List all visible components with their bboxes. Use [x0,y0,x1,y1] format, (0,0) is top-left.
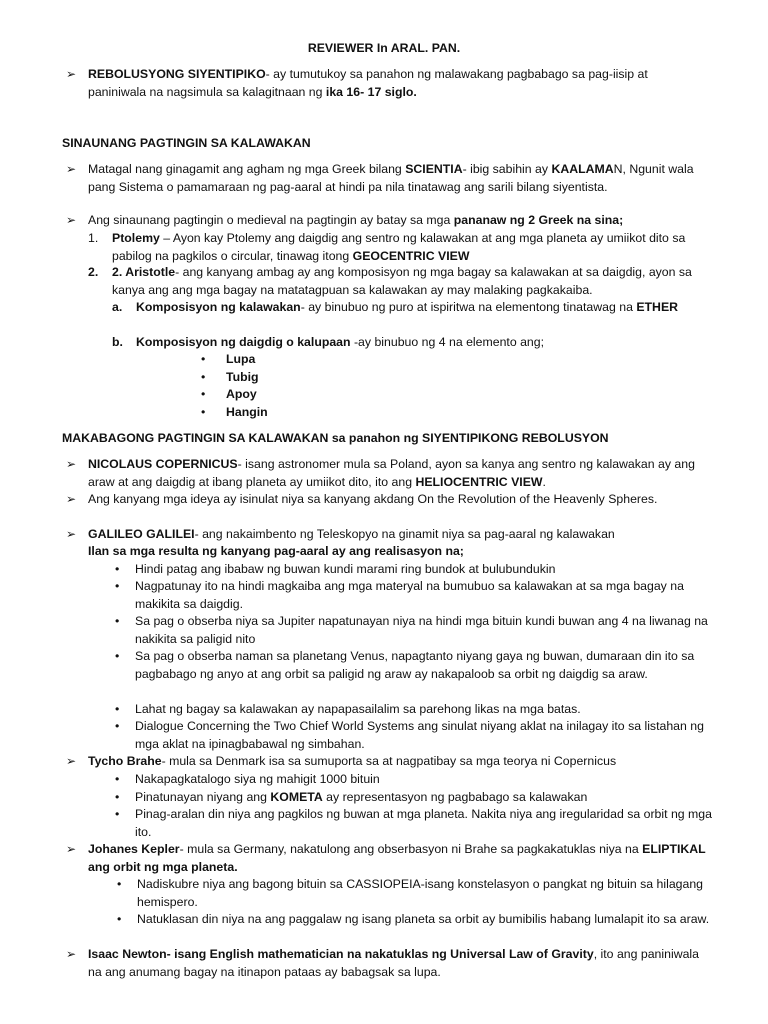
bullet-icon: • [117,877,122,891]
list-item: Nakapagkatalogo siya ng mahigit 1000 bituin [135,772,380,786]
term-rebolusyong-siyentipiko: REBOLUSYONG SIYENTIPIKO [88,67,266,81]
paragraph-newton: Isaac Newton- isang English mathematician na nakatuklas ng Universal Law of Gravity, ito ang paniniwala na ang anumang bagay na itinapon pataas ay babagsak sa lupa. [88,947,699,979]
paragraph-kepler: Johanes Kepler- mula sa Germany, nakatulong ang obserbasyon ni Brahe sa pagkakatuklas niya na ELIPTIKAL ang orbit ng mga planeta. [88,842,706,874]
section-heading-makabagong: MAKABAGONG PAGTINGIN SA KALAWAKAN sa panahon ng SIYENTIPIKONG REBOLUSYON [62,431,609,445]
list-item: Lahat ng bagay sa kalawakan ay napapasailalim sa parehong likas na mga batas. [135,702,581,716]
arrow-bullet-icon: ➢ [66,842,77,856]
element-item: Lupa [226,352,256,366]
bullet-icon: • [201,405,206,419]
bullet-icon: • [201,370,206,384]
bullet-icon: • [115,772,120,786]
bullet-icon: • [201,387,206,401]
document-title: REVIEWER In ARAL. PAN. [307,41,461,55]
paragraph-copernicus: NICOLAUS COPERNICUS- isang astronomer mula sa Poland, ayon sa kanya ang sentro ng kalawakan ay ang araw at ang daigdig at ibang planeta ay umiikot dito, ito ang HELIOCENTRIC VIEW. [88,457,695,489]
element-item: Apoy [226,387,257,401]
bullet-icon: • [115,719,120,733]
bullet-icon: • [115,702,120,716]
list-item: Sa pag o obserba naman sa planetang Venus, napagtanto niyang gaya ng buwan, dumaraan din ito sa pagbabago ng anyo at ang orbit sa paligid ng araw ay nakapaloob sa orbit ng daigdig sa araw. [135,649,695,681]
list-item: Nagpatunay ito na hindi magkaiba ang mga materyal na bumubuo sa kalawakan at sa mga bagay na makikita sa daigdig. [135,579,684,611]
list-item: Nadiskubre niya ang bagong bituin sa CASSIOPEIA-isang konstelasyon o pangkat ng bituin sa hilagang hemispero. [137,877,704,909]
arrow-bullet-icon: ➢ [66,213,77,227]
list-number: 1. [88,231,99,245]
galileo-subheading: Ilan sa mga resulta ng kanyang pag-aaral ay ang realisasyon na; [88,544,464,558]
arrow-bullet-icon: ➢ [66,67,77,81]
arrow-bullet-icon: ➢ [66,162,77,176]
bullet-icon: • [117,912,122,926]
element-item: Tubig [226,370,259,384]
list-letter: b. [112,335,123,349]
bullet-icon: • [115,579,120,593]
paragraph-idea: Ang kanyang mga ideya ay isinulat niya sa kanyang akdang On the Revolution of the Heavenly Spheres. [88,492,658,506]
arrow-bullet-icon: ➢ [66,492,77,506]
section-heading-sinaunang: SINAUNANG PAGTINGIN SA KALAWAKAN [62,136,311,150]
bullet-icon: • [115,614,120,628]
arrow-bullet-icon: ➢ [66,457,77,471]
arrow-bullet-icon: ➢ [66,947,77,961]
bullet-icon: • [115,649,120,663]
bullet-icon: • [201,352,206,366]
bullet-icon: • [115,562,120,576]
list-item: Sa pag o obserba niya sa Jupiter napatunayan niya na hindi mga bituin kundi buwan ang 4 na liwanag na nakikita sa paligid nito [135,614,708,646]
item-komposisyon-daigdig: Komposisyon ng daigdig o kalupaan -ay binubuo ng 4 na elemento ang; [136,335,545,349]
bullet-icon: • [115,790,120,804]
list-item: Dialogue Concerning the Two Chief World Systems ang sinulat niyang aklat na inilagay ito sa listahan ng mga aklat na ipinagbabawal ng simbahan. [135,719,704,751]
arrow-bullet-icon: ➢ [66,754,77,768]
list-item: Pinag-aralan din niya ang pagkilos ng buwan at mga planeta. Nakita niya ang iregularidad sa orbit ng mga ito. [135,807,712,839]
paragraph-tycho: Tycho Brahe- mula sa Denmark isa sa sumuporta sa at nagpatibay sa mga teorya ni Copernicus [88,754,617,768]
item-ptolemy: Ptolemy – Ayon kay Ptolemy ang daigdig ang sentro ng kalawakan at ang mga planeta ay umiikot dito sa pabilog na pagkilos o circular, tinawag itong GEOCENTRIC VIEW [112,231,686,263]
list-number: 2. [88,265,99,279]
element-item: Hangin [226,405,268,419]
list-item: Natuklasan din niya na ang paggalaw ng isang planeta sa orbit ay bumibilis habang lumalapit ito sa araw. [137,912,710,926]
list-item: Pinatunayan niyang ang KOMETA ay representasyon ng pagbabago sa kalawakan [135,790,588,804]
list-letter: a. [112,300,123,314]
paragraph-scientia: Matagal nang ginagamit ang agham ng mga Greek bilang SCIENTIA- ibig sabihin ay KAALAMAN, Ngunit wala pang Sistema o pamamaraan ng pag-aaral at hindi pa nila tinatawag ang sarili bilang siyentista. [88,162,694,194]
item-komposisyon-kalawakan: Komposisyon ng kalawakan- ay binubuo ng puro at ispiritwa na elementong tinatawag na ETHER [136,300,679,314]
paragraph-galileo: GALILEO GALILEI- ang nakaimbento ng Teleskopyo na ginamit niya sa pag-aaral ng kalawakan [88,527,615,541]
list-item: Hindi patag ang ibabaw ng buwan kundi marami ring bundok at bulubundukin [135,562,556,576]
bullet-icon: • [115,807,120,821]
intro-paragraph: REBOLUSYONG SIYENTIPIKO- ay tumutukoy sa panahon ng malawakang pagbabago sa pag-iisip at paniniwala na nagsimula sa kalagitnaan ng ika 16- 17 siglo. [88,67,648,99]
paragraph-medieval: Ang sinaunang pagtingin o medieval na pagtingin ay batay sa mga pananaw ng 2 Greek na sina; [88,213,624,227]
arrow-bullet-icon: ➢ [66,527,77,541]
item-aristotle: 2. Aristotle- ang kanyang ambag ay ang komposisyon ng mga bagay sa kalawakan at sa daigdig, ayon sa kanya ang ang mga bagay na matatagpuan sa kalawakan ay may malaking pagkakaiba. [112,265,692,297]
